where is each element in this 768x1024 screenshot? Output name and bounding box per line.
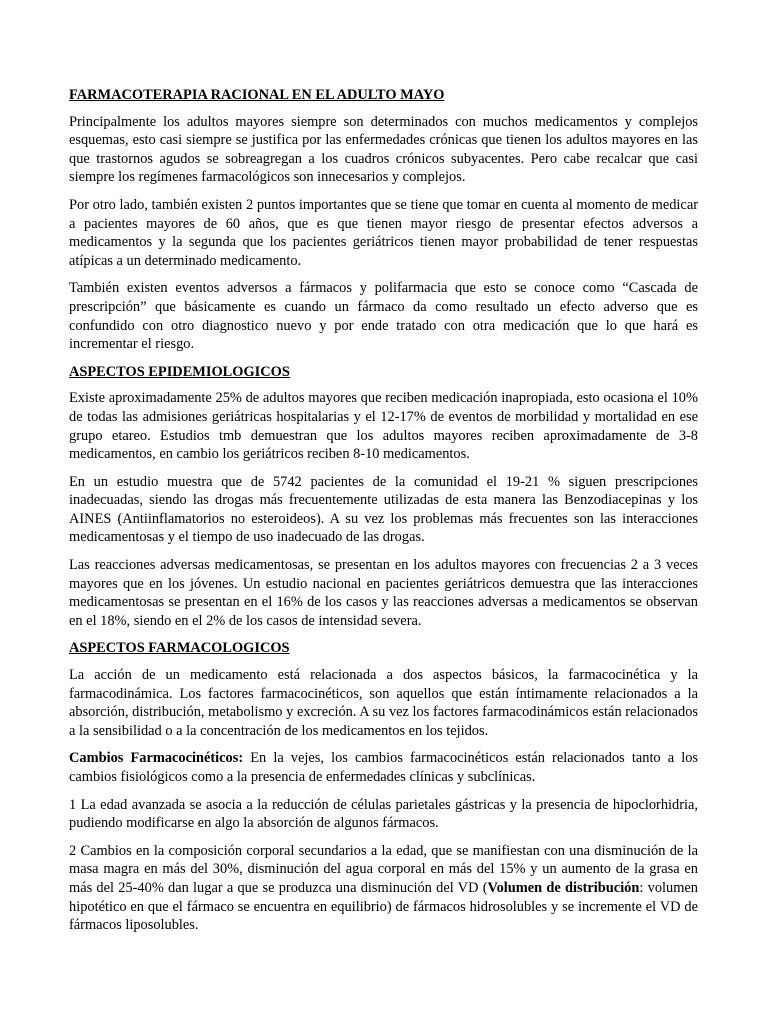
list-item-2 (69, 842, 698, 935)
epidemiologicos-paragraph-1: Existe aproximadamente 25% de adultos mayores que reciben medicación inapropiada, esto ocasiona el 10% de todas las admisiones geriátricas hospitalarias y el 12-17% de eventos de morbilidad y mortalidad en ese grupo etareo. Estudios tmb demuestran que los adultos mayores reciben aproximadamente de 3-8 medicamentos, en cambio los geriátricos reciben 8-10 medicamentos. (69, 390, 698, 463)
volumen-distribucion-term: Volumen de distribución (487, 879, 640, 896)
section-heading-farmacologicos: ASPECTOS FARMACOLOGICOS (69, 640, 290, 657)
intro-paragraph-3: También existen eventos adversos a fármacos y polifarmacia que esto se conoce como “Cascada de prescripción” que básicamente es cuando un fármaco da como resultado un efecto adverso que es confundido con otro diagnostico nuevo y por ende tratado con otra medicación que lo que hará es incrementar el riesgo. (69, 280, 698, 353)
section-heading-epidemiologicos: ASPECTOS EPIDEMIOLOGICOS (69, 363, 290, 380)
intro-paragraph-1: Principalmente los adultos mayores siempre son determinados con muchos medicamentos y complejos esquemas, esto casi siempre se justifica por las enfermedades crónicas que tienen los adultos mayores en las que trastornos agudos se sobreagregan a los cuadros crónicos subyacentes. Pero cabe recalcar que casi siempre los regímenes farmacológicos son innecesarios y complejos. (69, 113, 698, 186)
list-item-2-text-b: : volumen hipotético en que el fármaco se encuentra en equilibrio) de fármacos hidrosolubles y se incremente el VD de fármacos liposolubles. (69, 879, 698, 934)
cambios-farmacocineticos-text: En la vejes, los cambios farmacocinéticos están relacionados tanto a los cambios fisiológicos como a la presencia de enfermedades clínicas y subclínicas. (69, 750, 699, 785)
epidemiologicos-paragraph-3: Las reacciones adversas medicamentosas, se presentan en los adultos mayores con frecuencias 2 a 3 veces mayores que en los jóvenes. Un estudio nacional en pacientes geriátricos demuestra que las interacciones medicamentosas se presentan en el 16% de los casos y las reacciones adversas a medicamentos se observan en el 18%, siendo en el 2% de los casos de intensidad severa. (69, 557, 698, 629)
intro-paragraph-2: Por otro lado, también existen 2 puntos importantes que se tiene que tomar en cuenta al momento de medicar a pacientes mayores de 60 años, que es que tienen mayor riesgo de presentar efectos adversos a medicamentos y la segunda que los pacientes geriátricos tienen mayor probabilidad de tener respuestas atípicas a un determinado medicamento. (69, 196, 698, 269)
list-item-2-text-a: 2 Cambios en la composición corporal secundarios a la edad, que se manifiestan con una disminución de la masa magra en más del 30%, disminución del agua corporal en más del 15% y un aumento de la grasa en más del 25-40% dan lugar a que se produzca una disminución del VD ( (69, 842, 698, 896)
epidemiologicos-paragraph-2: En un estudio muestra que de 5742 pacientes de la comunidad el 19-21 % siguen prescripciones inadecuadas, siendo las drogas más frecuentemente utilizadas de esta manera las Benzodiacepinas y los AINES (Antiinflamatorios no esteroideos). A su vez los problemas más frecuentes son las interacciones medicamentosas y el tiempo de uso inadecuado de las drogas. (69, 473, 698, 546)
document-title: FARMACOTERAPIA RACIONAL EN EL ADULTO MAYO (69, 87, 445, 103)
farmacologicos-paragraph-1: La acción de un medicamento está relacionada a dos aspectos básicos, la farmacocinética y la farmacodinámica. Los factores farmacocinéticos, son aquellos que están íntimamente relacionados a la absorción, distribución, metabolismo y excreción. A su vez los factores farmacodinámicos están relacionados a la sensibilidad o a la concentración de los medicamentos en los tejidos. (69, 667, 698, 739)
cambios-farmacocineticos-lead: Cambios Farmacocinéticos: (69, 750, 244, 767)
list-item-1: 1 La edad avanzada se asocia a la reducción de células parietales gástricas y la presencia de hipoclorhidria, pudiendo modificarse en algo la absorción de algunos fármacos. (69, 796, 698, 832)
cambios-farmacocineticos-paragraph (69, 749, 698, 786)
